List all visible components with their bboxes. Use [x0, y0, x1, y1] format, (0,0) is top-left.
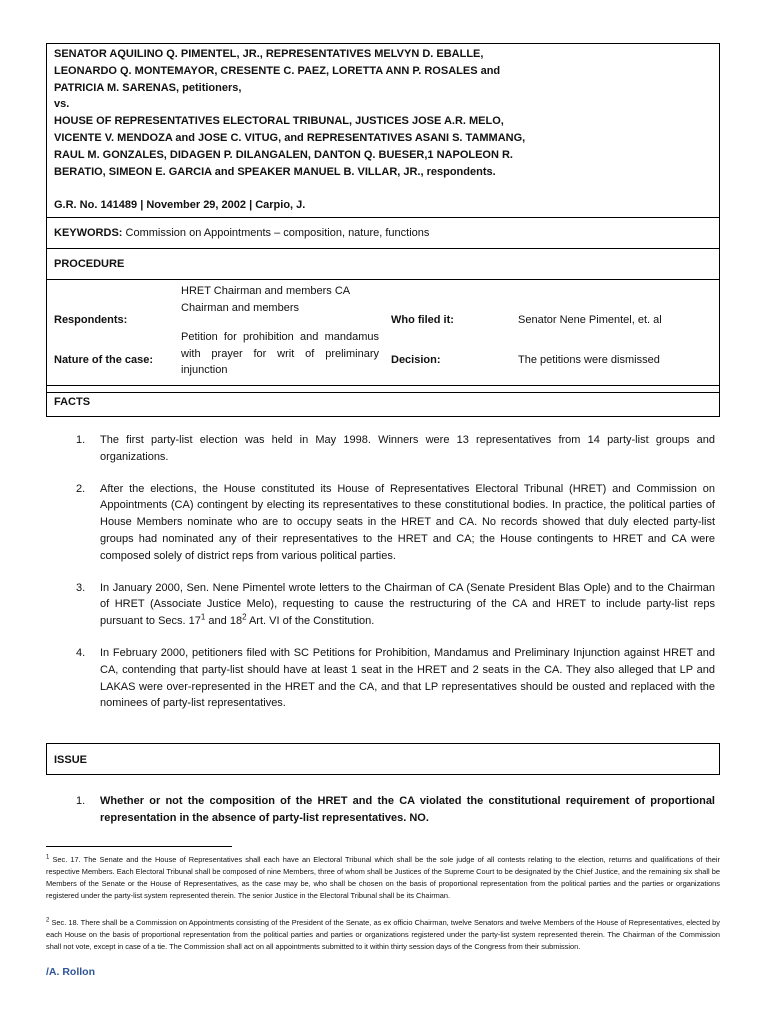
- caption-line: LEONARDO Q. MONTEMAYOR, CRESENTE C. PAEZ, LORETTA ANN P. ROSALES and: [54, 64, 501, 77]
- caption-line: vs.: [54, 98, 70, 111]
- author-signature: /A. Rollon: [46, 966, 95, 978]
- item-text: In February 2000, petitioners filed with SC Petitions for Prohibition, Mandamus and Preliminary Injunction against HRET and CA, contending that party-list should have at least 1 seat in the HRET and 2 seats in the CA. They also alleged that LP and LAKAS were over-represented in the HRET and the CA, and that LP representatives should be ousted and replaced with the nominees of party-list representatives.: [100, 646, 715, 710]
- who-filed-label: Who filed it:: [391, 314, 454, 327]
- list-item: [70, 580, 715, 630]
- caption-line: HOUSE OF REPRESENTATIVES ELECTORAL TRIBUNAL, JUSTICES JOSE A.R. MELO,: [54, 115, 504, 128]
- caption-line: SENATOR AQUILINO Q. PIMENTEL, JR., REPRESENTATIVES MELVYN D. EBALLE,: [54, 48, 484, 60]
- issue-list: [70, 793, 715, 842]
- item-text: In January 2000, Sen. Nene Pimentel wrote letters to the Chairman of CA (Senate President Blas Ople) and to the Chairman of HRET (Associate Justice Melo), requesting to cause the restructuring of the CA and HRET to include party-list reps pursuant to Secs. 17: [100, 581, 715, 628]
- caption-line: VICENTE V. MENDOZA and JOSE C. VITUG, and REPRESENTATIVES ASANI S. TAMMANG,: [54, 131, 526, 144]
- procedure-heading: PROCEDURE: [47, 249, 719, 280]
- who-filed-value: Senator Nene Pimentel, et. al: [518, 314, 662, 327]
- list-item: [70, 645, 715, 712]
- list-item: [70, 793, 715, 827]
- item-number: 1.: [76, 795, 86, 807]
- case-header-table: [46, 43, 720, 393]
- keywords-text: Commission on Appointments – composition, nature, functions: [125, 227, 430, 240]
- case-caption: [47, 44, 719, 218]
- list-item: [70, 432, 715, 466]
- item-number: 1.: [76, 434, 86, 446]
- gr-number-line: G.R. No. 141489 | November 29, 2002 | Carpio, J.: [54, 199, 306, 212]
- footnote-ref: 1: [200, 612, 206, 622]
- facts-heading: FACTS: [46, 385, 720, 417]
- item-text: Whether or not the composition of the HRET and the CA violated the constitutional requirement of proportional representation in the absence of party-list representatives. NO.: [100, 795, 715, 824]
- footnote-ref: 2: [242, 612, 247, 622]
- keywords-label: KEYWORDS:: [54, 227, 123, 240]
- item-text: After the elections, the House constituted its House of Representatives Electoral Tribunal (HRET) and Commission on Appointments (CA) contingent by electing its representatives to these constitutional bodies. In practice, the political parties of House Members nominate who are to occupy seats in the HRET and CA. No records showed that duly elected party-list groups had nominated any of their representatives to the HRET and CA; the House contingents to HRET and CA were composed solely of district reps from various political parties.: [100, 482, 715, 562]
- item-number: 3.: [76, 581, 86, 594]
- facts-list: [70, 432, 715, 727]
- item-number: 4.: [76, 646, 86, 659]
- list-item: [70, 481, 715, 565]
- item-text: Art. VI of the Constitution.: [246, 615, 375, 628]
- issue-heading: ISSUE: [46, 743, 720, 775]
- footnote-text: Sec. 17. The Senate and the House of Representatives shall each have an Electoral Tribunal which shall be the sole judge of all contests relating to the election, returns and qualifications of their respective Members. Each Electoral Tribunal shall be composed of nine Members, three of whom shall be Justices of the Supreme Court to be designated by the Chief Justice, and the remaining six shall be Members of the Senate or the House of Representatives, as the case may be, who shall be chosen on the basis of proportional representation from the political parties and the parties or organizations registered under the party-list system represented therein. The senior Justice in the Electoral Tribunal shall be its Chairman.: [46, 855, 720, 901]
- respondents-value: HRET Chairman and members CA Chairman and members: [181, 285, 350, 314]
- keywords-row: [47, 218, 719, 249]
- footnote-mark: 2: [46, 917, 50, 924]
- nature-value: Petition for prohibition and mandamus with prayer for writ of preliminary injunction: [181, 331, 379, 377]
- respondents-label: Respondents:: [54, 314, 128, 327]
- decision-label: Decision:: [391, 354, 441, 367]
- caption-line: BERATIO, SIMEON E. GARCIA and SPEAKER MANUEL B. VILLAR, JR., respondents.: [54, 165, 496, 178]
- item-text: The first party-list election was held in May 1998. Winners were 13 representatives from 14 party-list groups and organizations.: [100, 434, 715, 463]
- footnote-1: [46, 854, 720, 902]
- caption-line: PATRICIA M. SARENAS, petitioners,: [54, 81, 242, 94]
- footnote-text: Sec. 18. There shall be a Commission on Appointments consisting of the President of the Senate, as ex officio Chairman, twelve Senators and twelve Members of the House of Representatives, elected by each House on the basis of proportional representation from the political parties and parties or organizations registered under the party-list system represented therein. The Chairman of the Commission shall not vote, except in case of a tie. The Commission shall act on all appointments submitted to it within thirty session days of the Congress from their submission.: [46, 918, 720, 952]
- nature-label: Nature of the case:: [54, 354, 154, 367]
- footnote-2: [46, 917, 720, 953]
- footnote-divider: [46, 846, 232, 847]
- item-text: and 18: [205, 615, 243, 628]
- item-number: 2.: [76, 482, 86, 495]
- footnote-mark: 1: [46, 854, 50, 861]
- caption-line: RAUL M. GONZALES, DIDAGEN P. DILANGALEN, DANTON Q. BUESER,1 NAPOLEON R.: [54, 148, 513, 161]
- procedure-grid: [47, 280, 719, 392]
- decision-value: The petitions were dismissed: [518, 354, 660, 367]
